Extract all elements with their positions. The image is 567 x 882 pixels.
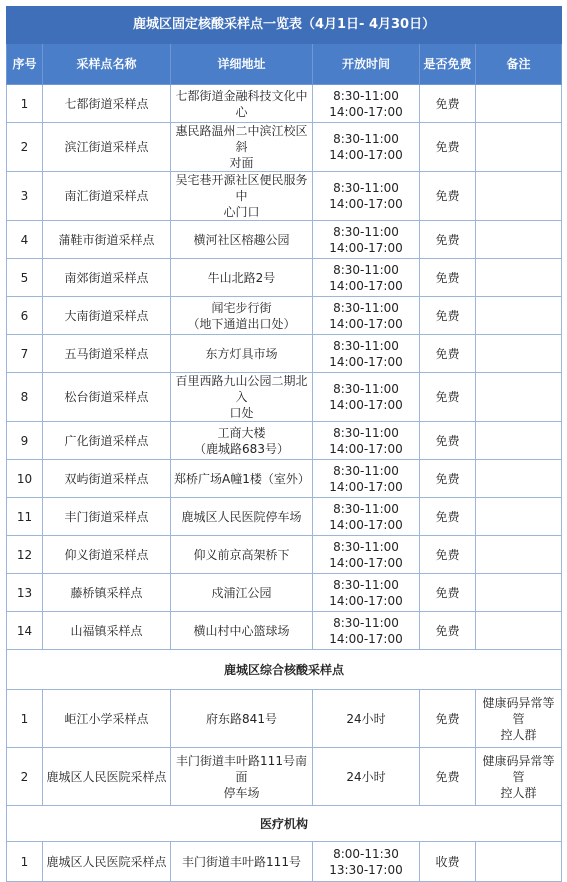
cell-address [171, 297, 313, 335]
cell-hours-text: 8:30-11:00 14:00-17:00 [329, 88, 403, 119]
cell-free-text: 免费 [435, 433, 460, 448]
section-row-comprehensive [7, 650, 562, 690]
cell-hours [313, 172, 420, 221]
cell-name-text: 滨江街道采样点 [64, 140, 149, 154]
header-hours: 开放时间 [313, 44, 420, 85]
cell-note [476, 172, 562, 221]
cell-no-text: 8 [20, 390, 29, 404]
cell-no [7, 373, 43, 422]
cell-address-text: 闻宅步行街 （地下通道出口处） [187, 300, 296, 331]
table-row [7, 690, 562, 748]
cell-hours-text: 8:30-11:00 14:00-17:00 [329, 181, 403, 211]
cell-no [7, 85, 43, 123]
cell-free [420, 536, 476, 574]
cell-hours [313, 335, 420, 373]
cell-name-text: 山福镇采样点 [70, 623, 143, 638]
cell-address [171, 172, 313, 221]
cell-no-text: 13 [16, 585, 33, 600]
cell-free-text: 免费 [435, 189, 460, 203]
cell-name [43, 536, 171, 574]
table-row [7, 297, 562, 335]
cell-name-text: 五马街道采样点 [64, 346, 149, 361]
cell-address-text: 府东路841号 [206, 711, 277, 726]
cell-no-text: 4 [20, 232, 29, 247]
cell-note [476, 335, 562, 373]
sampling-sites-sheet [6, 6, 561, 882]
cell-hours-text: 8:30-11:00 14:00-17:00 [329, 615, 403, 646]
cell-address [171, 85, 313, 123]
header-note: 备注 [476, 44, 562, 85]
cell-hours-text: 8:30-11:00 14:00-17:00 [329, 577, 403, 608]
cell-hours-text: 8:30-11:00 14:00-17:00 [329, 262, 403, 293]
cell-hours-text: 8:30-11:00 14:00-17:00 [329, 300, 403, 331]
cell-free [420, 460, 476, 498]
table-row [7, 498, 562, 536]
cell-free [420, 574, 476, 612]
cell-no-text: 6 [20, 308, 29, 323]
cell-name [43, 373, 171, 422]
cell-hours-text: 8:30-11:00 14:00-17:00 [329, 224, 403, 255]
comprehensive-sites-body [7, 690, 562, 806]
cell-hours [313, 460, 420, 498]
cell-free [420, 612, 476, 650]
cell-no-text: 1 [20, 854, 29, 869]
cell-address [171, 123, 313, 172]
cell-name [43, 297, 171, 335]
cell-hours [313, 221, 420, 259]
cell-address-text: 惠民路温州二中滨江校区斜 对面 [175, 124, 308, 170]
cell-name [43, 690, 171, 748]
cell-note [476, 536, 562, 574]
cell-hours [313, 422, 420, 460]
cell-free [420, 221, 476, 259]
section-title-comprehensive: 鹿城区综合核酸采样点 [7, 650, 562, 690]
cell-name [43, 335, 171, 373]
cell-name-text: 双屿街道采样点 [64, 471, 149, 486]
section-title-medical: 医疗机构 [7, 806, 562, 842]
cell-name-text: 藤桥镇采样点 [70, 585, 143, 600]
cell-no-text: 2 [20, 140, 29, 154]
cell-note [476, 221, 562, 259]
cell-name-text: 广化街道采样点 [64, 433, 149, 448]
cell-hours [313, 259, 420, 297]
cell-note [476, 612, 562, 650]
cell-free-text: 免费 [435, 390, 460, 404]
cell-address [171, 842, 313, 882]
cell-free [420, 335, 476, 373]
table-row [7, 574, 562, 612]
cell-address-text: 丰门街道丰叶路111号南面 停车场 [176, 753, 307, 800]
header-free: 是否免费 [420, 44, 476, 85]
cell-address [171, 259, 313, 297]
header-row [7, 44, 562, 85]
cell-address-text: 丰门街道丰叶路111号 [182, 854, 301, 869]
table-title: 鹿城区固定核酸采样点一览表（4月1日- 4月30日） [7, 7, 562, 44]
header-no: 序号 [7, 44, 43, 85]
cell-free [420, 172, 476, 221]
cell-no-text: 14 [16, 623, 33, 638]
cell-free-text: 免费 [435, 769, 460, 784]
cell-free-text: 免费 [435, 308, 460, 323]
cell-name [43, 259, 171, 297]
table-row [7, 612, 562, 650]
cell-free [420, 297, 476, 335]
cell-free [420, 85, 476, 123]
cell-hours [313, 612, 420, 650]
cell-no-text: 11 [16, 509, 33, 524]
cell-address [171, 612, 313, 650]
section-row-medical [7, 806, 562, 842]
cell-no-text: 7 [20, 346, 29, 361]
cell-no-text: 2 [20, 769, 29, 784]
cell-no-text: 10 [16, 471, 33, 486]
cell-name-text: 蒲鞋市街道采样点 [58, 232, 155, 247]
cell-hours [313, 498, 420, 536]
cell-name [43, 172, 171, 221]
cell-no [7, 335, 43, 373]
cell-address [171, 221, 313, 259]
title-row [7, 7, 562, 44]
cell-free-text: 免费 [435, 547, 460, 562]
cell-hours-text: 8:00-11:30 13:30-17:00 [329, 846, 403, 877]
sampling-sites-table [6, 6, 562, 882]
medical-sites-body [7, 842, 562, 882]
cell-hours [313, 85, 420, 123]
fixed-sites-body [7, 85, 562, 650]
cell-free [420, 690, 476, 748]
cell-name-text: 岠江小学采样点 [64, 711, 149, 726]
cell-name [43, 85, 171, 123]
table-row [7, 172, 562, 221]
cell-note [476, 123, 562, 172]
cell-address-text: 工商大楼 （鹿城路683号） [194, 425, 289, 456]
cell-name-text: 南汇街道采样点 [64, 189, 149, 203]
table-row [7, 221, 562, 259]
cell-note [476, 422, 562, 460]
cell-address-text: 横河社区榕趣公园 [193, 232, 290, 247]
cell-name [43, 460, 171, 498]
cell-hours-text: 8:30-11:00 14:00-17:00 [329, 382, 403, 412]
cell-hours [313, 748, 420, 806]
cell-address-text: 牛山北路2号 [207, 270, 276, 285]
cell-no [7, 123, 43, 172]
cell-note [476, 259, 562, 297]
cell-no [7, 422, 43, 460]
cell-name-text: 鹿城区人民医院采样点 [46, 769, 167, 784]
table-row [7, 842, 562, 882]
cell-address [171, 460, 313, 498]
table-row [7, 422, 562, 460]
cell-no [7, 297, 43, 335]
cell-hours [313, 842, 420, 882]
cell-free [420, 422, 476, 460]
cell-no-text: 9 [20, 433, 29, 448]
cell-note [476, 748, 562, 806]
cell-free-text: 免费 [435, 509, 460, 524]
cell-no [7, 536, 43, 574]
header-name: 采样点名称 [43, 44, 171, 85]
cell-no [7, 574, 43, 612]
cell-hours-text: 8:30-11:00 14:00-17:00 [329, 501, 403, 532]
cell-name-text: 南郊街道采样点 [64, 270, 149, 285]
cell-name [43, 422, 171, 460]
cell-hours-text: 8:30-11:00 14:00-17:00 [329, 132, 403, 162]
cell-address [171, 498, 313, 536]
cell-note [476, 690, 562, 748]
cell-no-text: 12 [16, 547, 33, 562]
cell-note [476, 842, 562, 882]
cell-free-text: 免费 [435, 346, 460, 361]
cell-address-text: 仰义前京高架桥下 [193, 547, 290, 562]
cell-hours-text: 24小时 [346, 711, 386, 726]
cell-address [171, 335, 313, 373]
cell-address-text: 东方灯具市场 [205, 346, 278, 361]
cell-hours [313, 123, 420, 172]
cell-no [7, 748, 43, 806]
cell-note [476, 85, 562, 123]
table-row [7, 123, 562, 172]
cell-name [43, 574, 171, 612]
cell-hours [313, 297, 420, 335]
table-row [7, 335, 562, 373]
cell-address [171, 422, 313, 460]
cell-name [43, 842, 171, 882]
cell-no [7, 842, 43, 882]
cell-name-text: 大南街道采样点 [64, 308, 149, 323]
cell-free-text: 免费 [435, 140, 460, 154]
cell-note [476, 460, 562, 498]
cell-free [420, 748, 476, 806]
cell-note [476, 373, 562, 422]
table-row [7, 748, 562, 806]
cell-address-text: 七都街道金融科技文化中心 [175, 88, 308, 119]
cell-address-text: 郑桥广场A幢1楼（室外） [174, 471, 310, 486]
cell-free [420, 498, 476, 536]
cell-no-text: 3 [20, 189, 29, 203]
cell-no [7, 460, 43, 498]
cell-note [476, 297, 562, 335]
cell-free-text: 免费 [435, 711, 460, 726]
table-row [7, 536, 562, 574]
cell-no-text: 1 [20, 96, 29, 111]
cell-free-text: 免费 [435, 270, 460, 285]
cell-address [171, 574, 313, 612]
table-row [7, 259, 562, 297]
cell-hours [313, 574, 420, 612]
cell-hours-text: 8:30-11:00 14:00-17:00 [329, 539, 403, 570]
cell-free [420, 373, 476, 422]
cell-free-text: 免费 [435, 585, 460, 600]
table-row [7, 460, 562, 498]
cell-name-text: 七都街道采样点 [64, 96, 149, 111]
cell-no-text: 1 [20, 711, 29, 726]
cell-free-text: 免费 [435, 623, 460, 638]
cell-hours-text: 8:30-11:00 14:00-17:00 [329, 463, 403, 494]
cell-address-text: 百里西路九山公园二期北入 口处 [175, 374, 308, 420]
cell-hours [313, 690, 420, 748]
table-row [7, 85, 562, 123]
cell-free-text: 免费 [435, 232, 460, 247]
cell-no [7, 259, 43, 297]
cell-hours-text: 24小时 [346, 769, 386, 784]
table-row [7, 373, 562, 422]
cell-no [7, 172, 43, 221]
cell-free [420, 842, 476, 882]
cell-name-text: 仰义街道采样点 [64, 547, 149, 562]
cell-no [7, 612, 43, 650]
cell-free-text: 收费 [435, 854, 460, 869]
cell-address [171, 373, 313, 422]
cell-address-text: 鹿城区人民医院停车场 [181, 509, 302, 524]
cell-name-text: 松台街道采样点 [64, 390, 149, 404]
cell-name [43, 221, 171, 259]
cell-address [171, 690, 313, 748]
cell-address-text: 戍浦江公园 [211, 585, 272, 600]
cell-name [43, 123, 171, 172]
header-address: 详细地址 [171, 44, 313, 85]
cell-name [43, 498, 171, 536]
cell-note-text: 健康码异常等管 控人群 [482, 753, 555, 800]
cell-no-text: 5 [20, 270, 29, 285]
cell-name-text: 鹿城区人民医院采样点 [46, 854, 167, 869]
cell-free [420, 123, 476, 172]
cell-name [43, 748, 171, 806]
cell-free-text: 免费 [435, 96, 460, 111]
cell-note [476, 498, 562, 536]
cell-address-text: 横山村中心篮球场 [193, 623, 290, 638]
cell-free [420, 259, 476, 297]
cell-note-text: 健康码异常等管 控人群 [482, 695, 555, 742]
cell-hours [313, 536, 420, 574]
cell-note [476, 574, 562, 612]
cell-address [171, 748, 313, 806]
cell-hours-text: 8:30-11:00 14:00-17:00 [329, 425, 403, 456]
cell-free-text: 免费 [435, 471, 460, 486]
cell-no [7, 498, 43, 536]
cell-hours-text: 8:30-11:00 14:00-17:00 [329, 338, 403, 369]
cell-no [7, 221, 43, 259]
cell-address-text: 吴宅巷开源社区便民服务中 心门口 [175, 173, 308, 219]
cell-address [171, 536, 313, 574]
cell-name [43, 612, 171, 650]
cell-no [7, 690, 43, 748]
cell-name-text: 丰门街道采样点 [64, 509, 149, 524]
cell-hours [313, 373, 420, 422]
